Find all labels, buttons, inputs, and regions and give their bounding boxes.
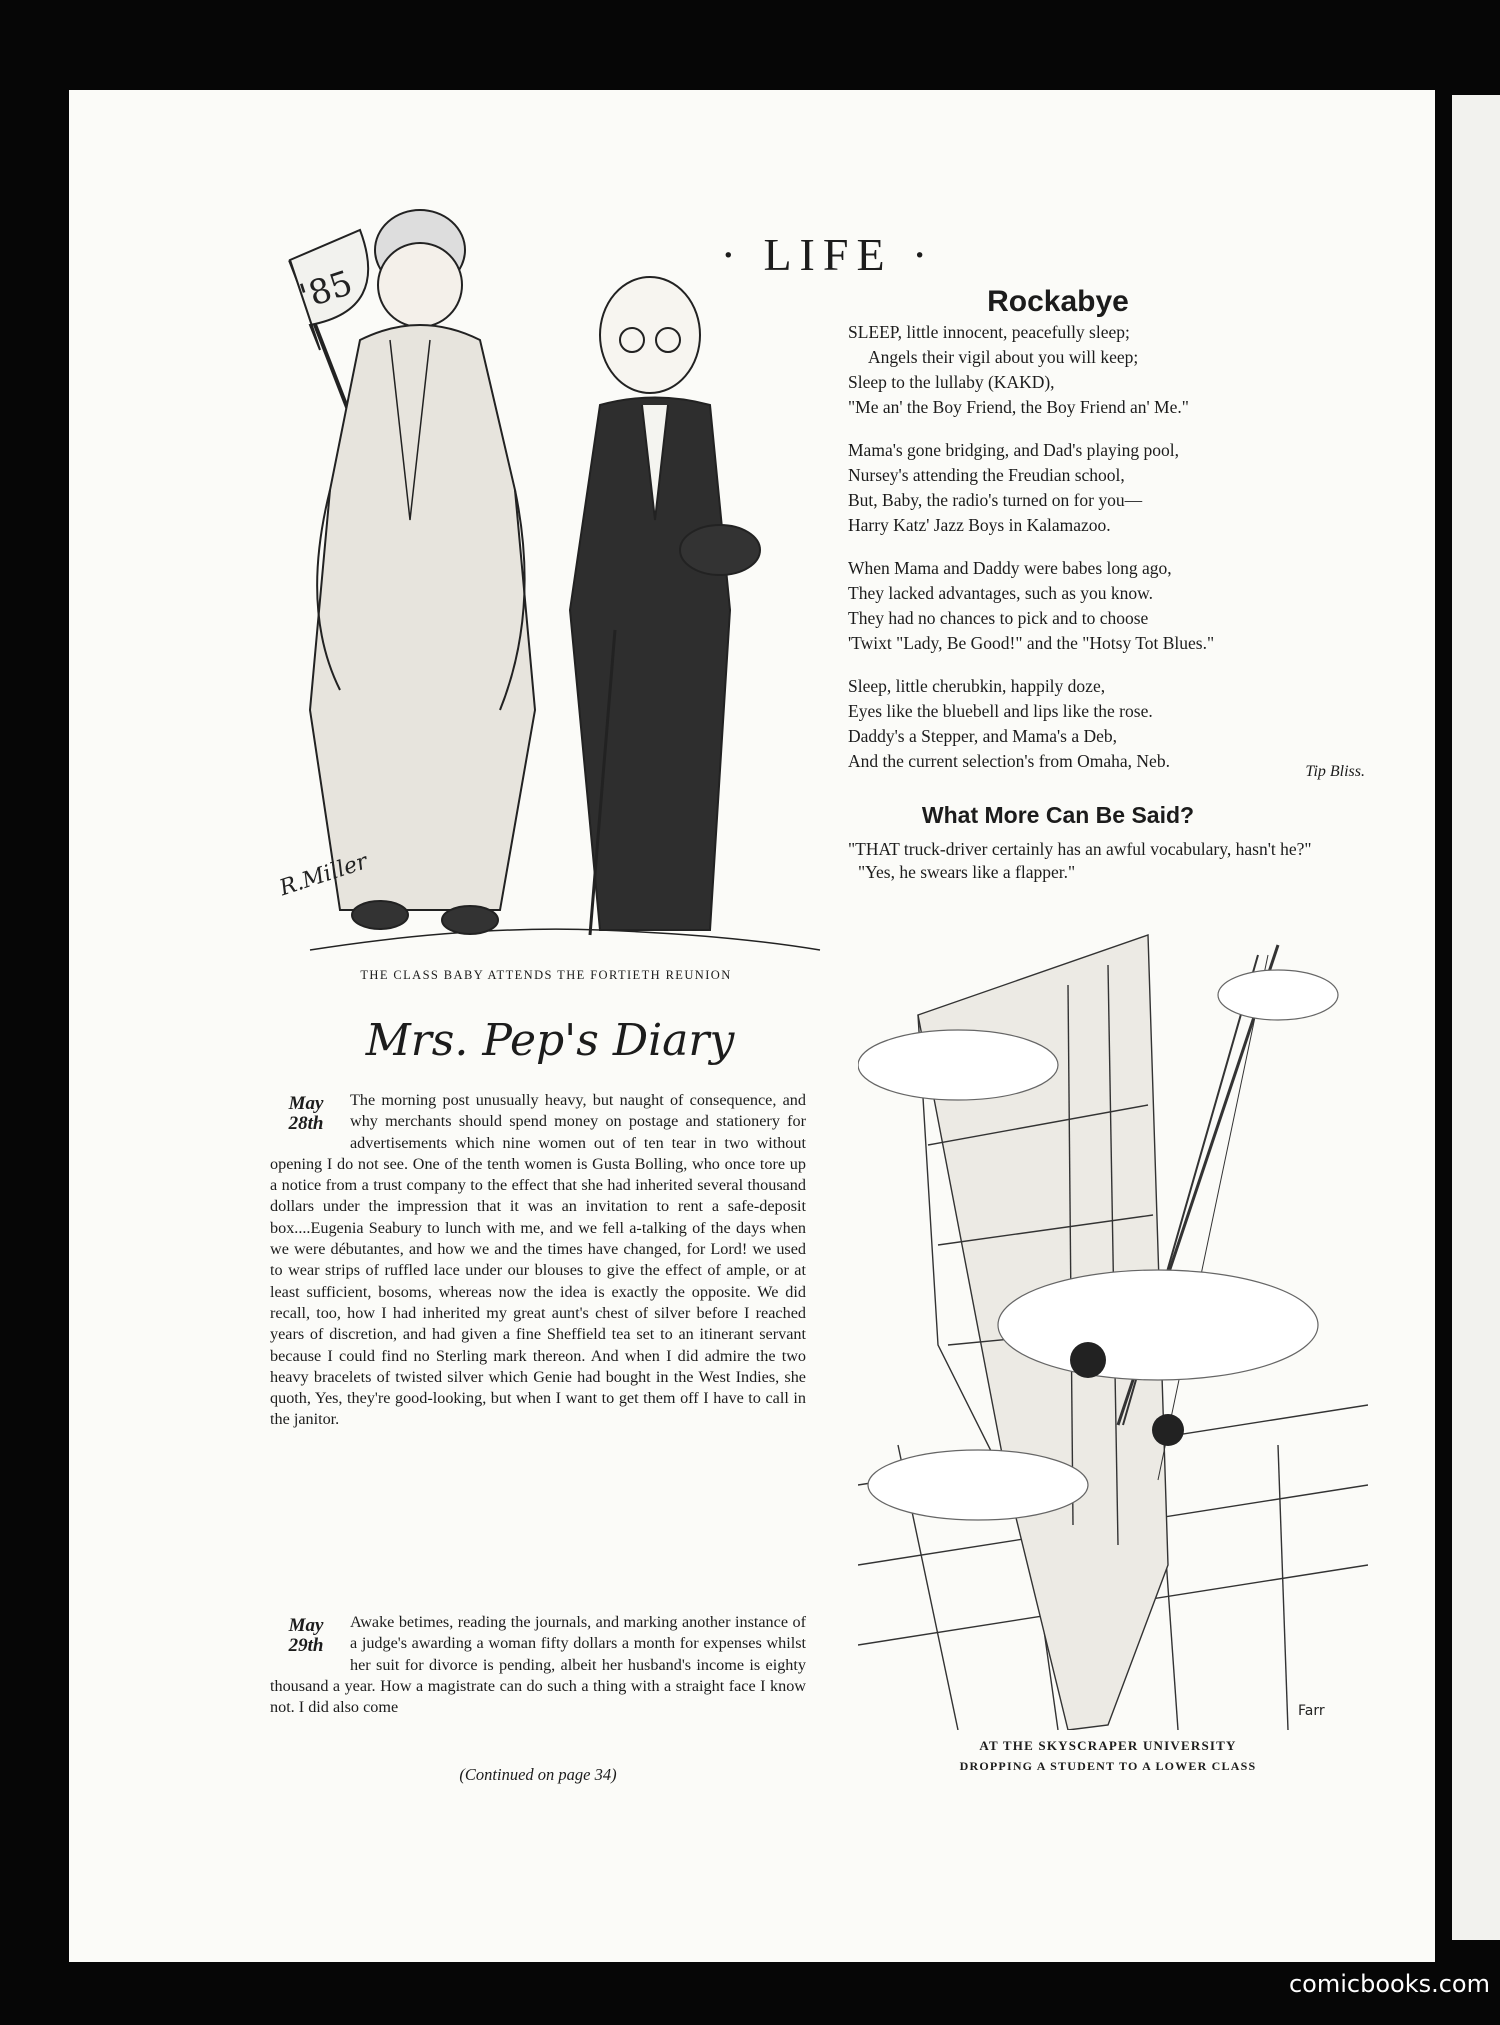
poem-line: They had no chances to pick and to choose	[848, 608, 1149, 628]
diary-entry	[270, 1612, 806, 1718]
entry-date	[270, 1094, 342, 1134]
poem-stanza	[848, 674, 1368, 774]
entry-text: Awake betimes, reading the journals, and marking another instance of a judge's awarding a woman fifty dollars a month for expenses whilst her suit for divorce is pending, albeit her husband's income is eighty thousand a year. How a magistrate can do such a thing with a straight face I know not. I did also come	[270, 1613, 806, 1717]
poem-line: 'Twixt "Lady, Be Good!" and the "Hotsy Tot Blues."	[848, 633, 1215, 653]
adjacent-page-edge	[1452, 95, 1500, 1940]
poem-line: SLEEP, little innocent, peacefully sleep;	[848, 322, 1130, 342]
site-watermark: comicbooks.com	[1288, 1970, 1490, 1998]
right-cartoon-caption	[848, 1736, 1368, 1776]
poem-line: Eyes like the bluebell and lips like the rose.	[848, 701, 1153, 721]
poem-line: Harry Katz' Jazz Boys in Kalamazoo.	[848, 515, 1111, 535]
poem-stanza	[848, 556, 1368, 656]
poem-line: "Me an' the Boy Friend, the Boy Friend an' Me."	[848, 397, 1189, 417]
joke-title: What More Can Be Said?	[921, 802, 1195, 828]
entry-day: 29th	[288, 1635, 324, 1656]
joke-body	[848, 838, 1388, 884]
poem-body	[848, 320, 1368, 792]
poem-line: Sleep, little cherubkin, happily doze,	[848, 676, 1106, 696]
poem-line: Nursey's attending the Freudian school,	[848, 465, 1125, 485]
poem-author: Tip Bliss.	[1305, 763, 1365, 780]
diary-title: Mrs. Pep's Diary	[365, 1015, 735, 1066]
poem-line: Angels their vigil about you will keep;	[868, 347, 1139, 367]
entry-month: May	[288, 1615, 324, 1636]
poem-stanza	[848, 320, 1368, 420]
poem-line: But, Baby, the radio's turned on for you—	[848, 490, 1143, 510]
poem-stanza	[848, 438, 1368, 538]
caption-line: DROPPING A STUDENT TO A LOWER CLASS	[959, 1759, 1257, 1773]
poem-line: And the current selection's from Omaha, Neb.	[848, 751, 1170, 771]
poem-line: When Mama and Daddy were babes long ago,	[848, 558, 1172, 578]
entry-text: The morning post unusually heavy, but naught of consequence, and why merchants should spend money on postage and stationery for advertisements which nine women out of ten tear in two without opening I do not see. One of the tenth women is Gusta Bolling, who once tore up a notice from a trust company to the effect that she had inherited several thousand dollars under the impression that it was an invitation to rent a safe-deposit box....Eugenia Seabury to lunch with me, and we fell a-talking of the days when we were débutantes, and how we and the times have changed, for Lord! we used to wear strips of ruffled lace under our blouses to give the effect of ample, or at least sufficient, bosoms, whereas now the idea is exactly the opposite. We did recall, too, how I had inherited my great aunt's chest of silver before I reached years of discretion, and had given a fine Sheffield tea set to an itinerant servant because I could find no Sterling mark thereon. And when I did admire the two heavy bracelets of twisted silver which Genie had bought in the West Indies, she quoth, Yes, they're good-looking, but when I want to get them off I have to call in the janitor.	[270, 1091, 806, 1429]
continued-note: (Continued on page 34)	[459, 1765, 617, 1784]
entry-day: 28th	[288, 1113, 324, 1134]
joke-line: "Yes, he swears like a flapper."	[858, 862, 1076, 882]
poem-line: Mama's gone bridging, and Dad's playing pool,	[848, 440, 1179, 460]
class-baby-cartoon	[270, 190, 830, 960]
joke-line: "THAT truck-driver certainly has an awful vocabulary, hasn't he?"	[848, 839, 1312, 859]
entry-date	[270, 1616, 342, 1656]
masthead: · LIFE ·	[720, 229, 936, 280]
cartoon-pennant-text: '85	[294, 263, 358, 318]
poem-line: Daddy's a Stepper, and Mama's a Deb,	[848, 726, 1118, 746]
left-cartoon-caption: THE CLASS BABY ATTENDS THE FORTIETH REUNION	[360, 968, 732, 982]
caption-line: AT THE SKYSCRAPER UNIVERSITY	[979, 1738, 1237, 1753]
poem-line: Sleep to the lullaby (KAKD),	[848, 372, 1055, 392]
poem-title: Rockabye	[987, 285, 1129, 318]
cartoon-signature: R.Miller	[276, 849, 371, 902]
skyscraper-cartoon	[858, 925, 1368, 1730]
diary-entry	[270, 1090, 806, 1431]
entry-month: May	[288, 1093, 324, 1114]
poem-line: They lacked advantages, such as you know.	[848, 583, 1154, 603]
cartoon-signature: Farr	[1298, 1703, 1325, 1719]
